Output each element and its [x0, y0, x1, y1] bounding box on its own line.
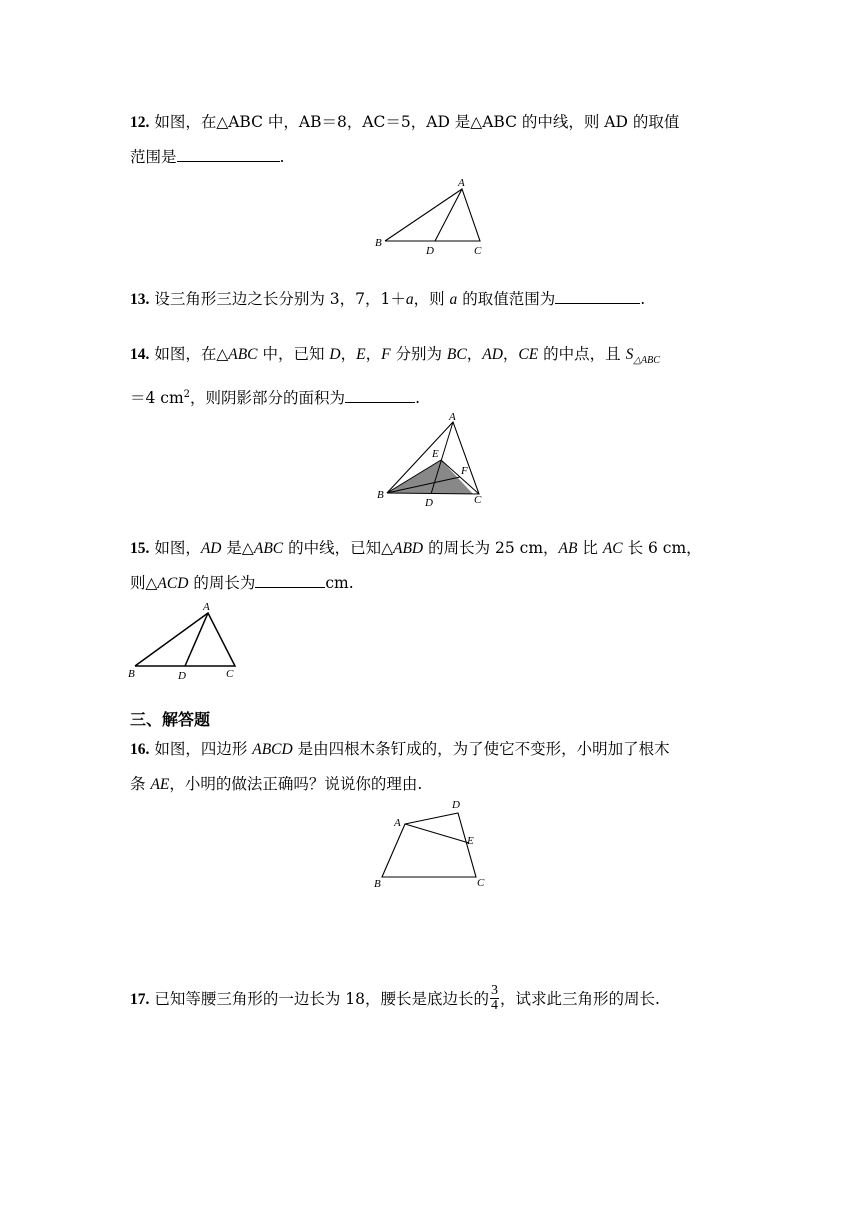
q15-line2: [130, 566, 740, 601]
q12-line1: [130, 105, 740, 140]
q13-period: .: [640, 290, 646, 308]
q13-var: a: [405, 291, 414, 308]
q14-e: E: [356, 346, 366, 363]
q15-ad: AD: [200, 540, 222, 557]
q14-text-5: ＝4 cm: [130, 389, 184, 408]
answer-blank: [255, 571, 325, 588]
q12-period: .: [279, 148, 285, 166]
q14-text-4: 的中点，且: [538, 345, 626, 363]
question-16: [130, 732, 740, 802]
question-13: [130, 282, 740, 317]
q15-unit: cm.: [325, 574, 354, 592]
label-b: B: [377, 489, 384, 501]
q17-text-2: ，试求此三角形的周长.: [499, 990, 660, 1008]
label-a: A: [203, 601, 210, 613]
q14-text-3: 分别为: [390, 345, 447, 363]
fraction-numerator: 3: [490, 982, 498, 998]
q16-text-4: ，小明的做法正确吗？说说你的理由.: [169, 775, 423, 793]
q14-line1: [130, 337, 740, 378]
q13-text-1: 设三角形三边之长分别为 3，7，1＋: [154, 290, 406, 308]
q14-abc: ABC: [228, 346, 258, 363]
q12-line2: [130, 140, 740, 174]
q12-text-2: 范围是: [130, 148, 177, 166]
q13-number: 13.: [130, 291, 150, 308]
q15-text-7: 的周长为: [188, 574, 256, 592]
q16-abcd: ABCD: [252, 741, 293, 758]
q15-acd: ACD: [157, 575, 189, 592]
q14-text-1: 如图，在△: [154, 345, 229, 363]
q15-line1: [130, 531, 740, 566]
q16-quadrilateral-figure: [370, 797, 500, 892]
triangle-abc: [385, 189, 480, 241]
label-f: F: [461, 465, 468, 477]
q14-d: D: [329, 346, 341, 363]
q12-triangle-figure: [370, 176, 490, 256]
question-12: [130, 105, 740, 174]
q15-number: 15.: [130, 540, 150, 557]
answer-blank: [345, 386, 415, 403]
q16-ae: AE: [150, 776, 170, 793]
q14-sep: ，: [502, 345, 519, 363]
question-15: [130, 531, 740, 601]
q17-number: 17.: [130, 991, 150, 1008]
q12-number: 12.: [130, 114, 150, 131]
q14-text-2: 中，已知: [257, 345, 330, 363]
label-b: B: [375, 237, 382, 249]
triangle-abc: [135, 613, 235, 666]
q14-s: S: [625, 346, 634, 363]
q14-sub: △ABC: [633, 355, 660, 367]
label-c: C: [474, 245, 482, 257]
label-c: C: [477, 877, 485, 889]
q14-sup: 2: [183, 389, 191, 401]
q15-text-6: 则△: [130, 574, 158, 592]
label-b: B: [374, 878, 381, 890]
q14-sep: ，: [340, 345, 357, 363]
q14-f: F: [381, 346, 391, 363]
label-e: E: [467, 835, 474, 847]
label-b: B: [128, 668, 135, 680]
q16-text-3: 条: [130, 775, 151, 793]
q15-text-4: 比: [577, 539, 603, 557]
label-a: A: [458, 177, 465, 189]
answer-blank: [177, 145, 280, 162]
label-d: D: [178, 670, 186, 682]
q17-text-1: 已知等腰三角形的一边长为 18，腰长是底边长的: [154, 990, 489, 1008]
q14-triangle-figure: [375, 410, 495, 510]
label-d: D: [426, 245, 434, 257]
segment-ae: [405, 824, 469, 843]
q15-abd: ABD: [393, 540, 424, 557]
q12-text: 如图，在△ABC 中，AB＝8，AC＝5，AD 是△ABC 的中线，则 AD 的取值: [154, 113, 680, 131]
q13-text-2: ，则: [413, 290, 450, 308]
q16-line1: [130, 732, 740, 767]
q15-text-1: 是△: [221, 539, 254, 557]
q15-text-3: 的周长为 25 cm，: [423, 539, 559, 557]
q15-abc: ABC: [253, 540, 284, 557]
answer-blank: [555, 287, 640, 304]
q15-ab: AB: [558, 540, 578, 557]
q15-text-5: 长 6 cm，: [622, 539, 702, 557]
section-heading: 三、解答题: [130, 710, 211, 729]
q14-number: 14.: [130, 346, 150, 363]
q16-number: 16.: [130, 741, 150, 758]
label-d: D: [452, 799, 460, 811]
q14-period: .: [415, 389, 420, 408]
q13-text-3: 的取值范围为: [457, 290, 556, 308]
q14-text-6: ，则阴影部分的面积为: [190, 389, 346, 408]
question-14: [130, 337, 740, 415]
label-d: D: [425, 497, 433, 509]
fraction: [490, 984, 499, 1013]
q15-triangle-figure: [125, 600, 255, 685]
fraction-denominator: 4: [490, 997, 498, 1013]
question-17: [130, 982, 740, 1017]
q15-pre: 如图，: [154, 539, 201, 557]
q14-bc: BC: [446, 346, 467, 363]
q16-text-1: 如图，四边形: [154, 740, 253, 758]
label-c: C: [474, 494, 482, 506]
q15-ac: AC: [602, 540, 623, 557]
median-ad: [435, 189, 462, 241]
q14-sep: ，: [365, 345, 382, 363]
q14-sep: ，: [466, 345, 483, 363]
q13-var-2: a: [449, 291, 458, 308]
q14-ad: AD: [482, 346, 503, 363]
q16-text-2: 是由四根木条钉成的，为了使它不变形，小明加了根木: [292, 740, 670, 758]
label-a: A: [449, 411, 456, 423]
q15-text-2: 的中线，已知△: [283, 539, 393, 557]
label-a: A: [394, 817, 401, 829]
label-c: C: [226, 668, 234, 680]
q14-ce: CE: [518, 346, 539, 363]
label-e: E: [432, 448, 439, 460]
